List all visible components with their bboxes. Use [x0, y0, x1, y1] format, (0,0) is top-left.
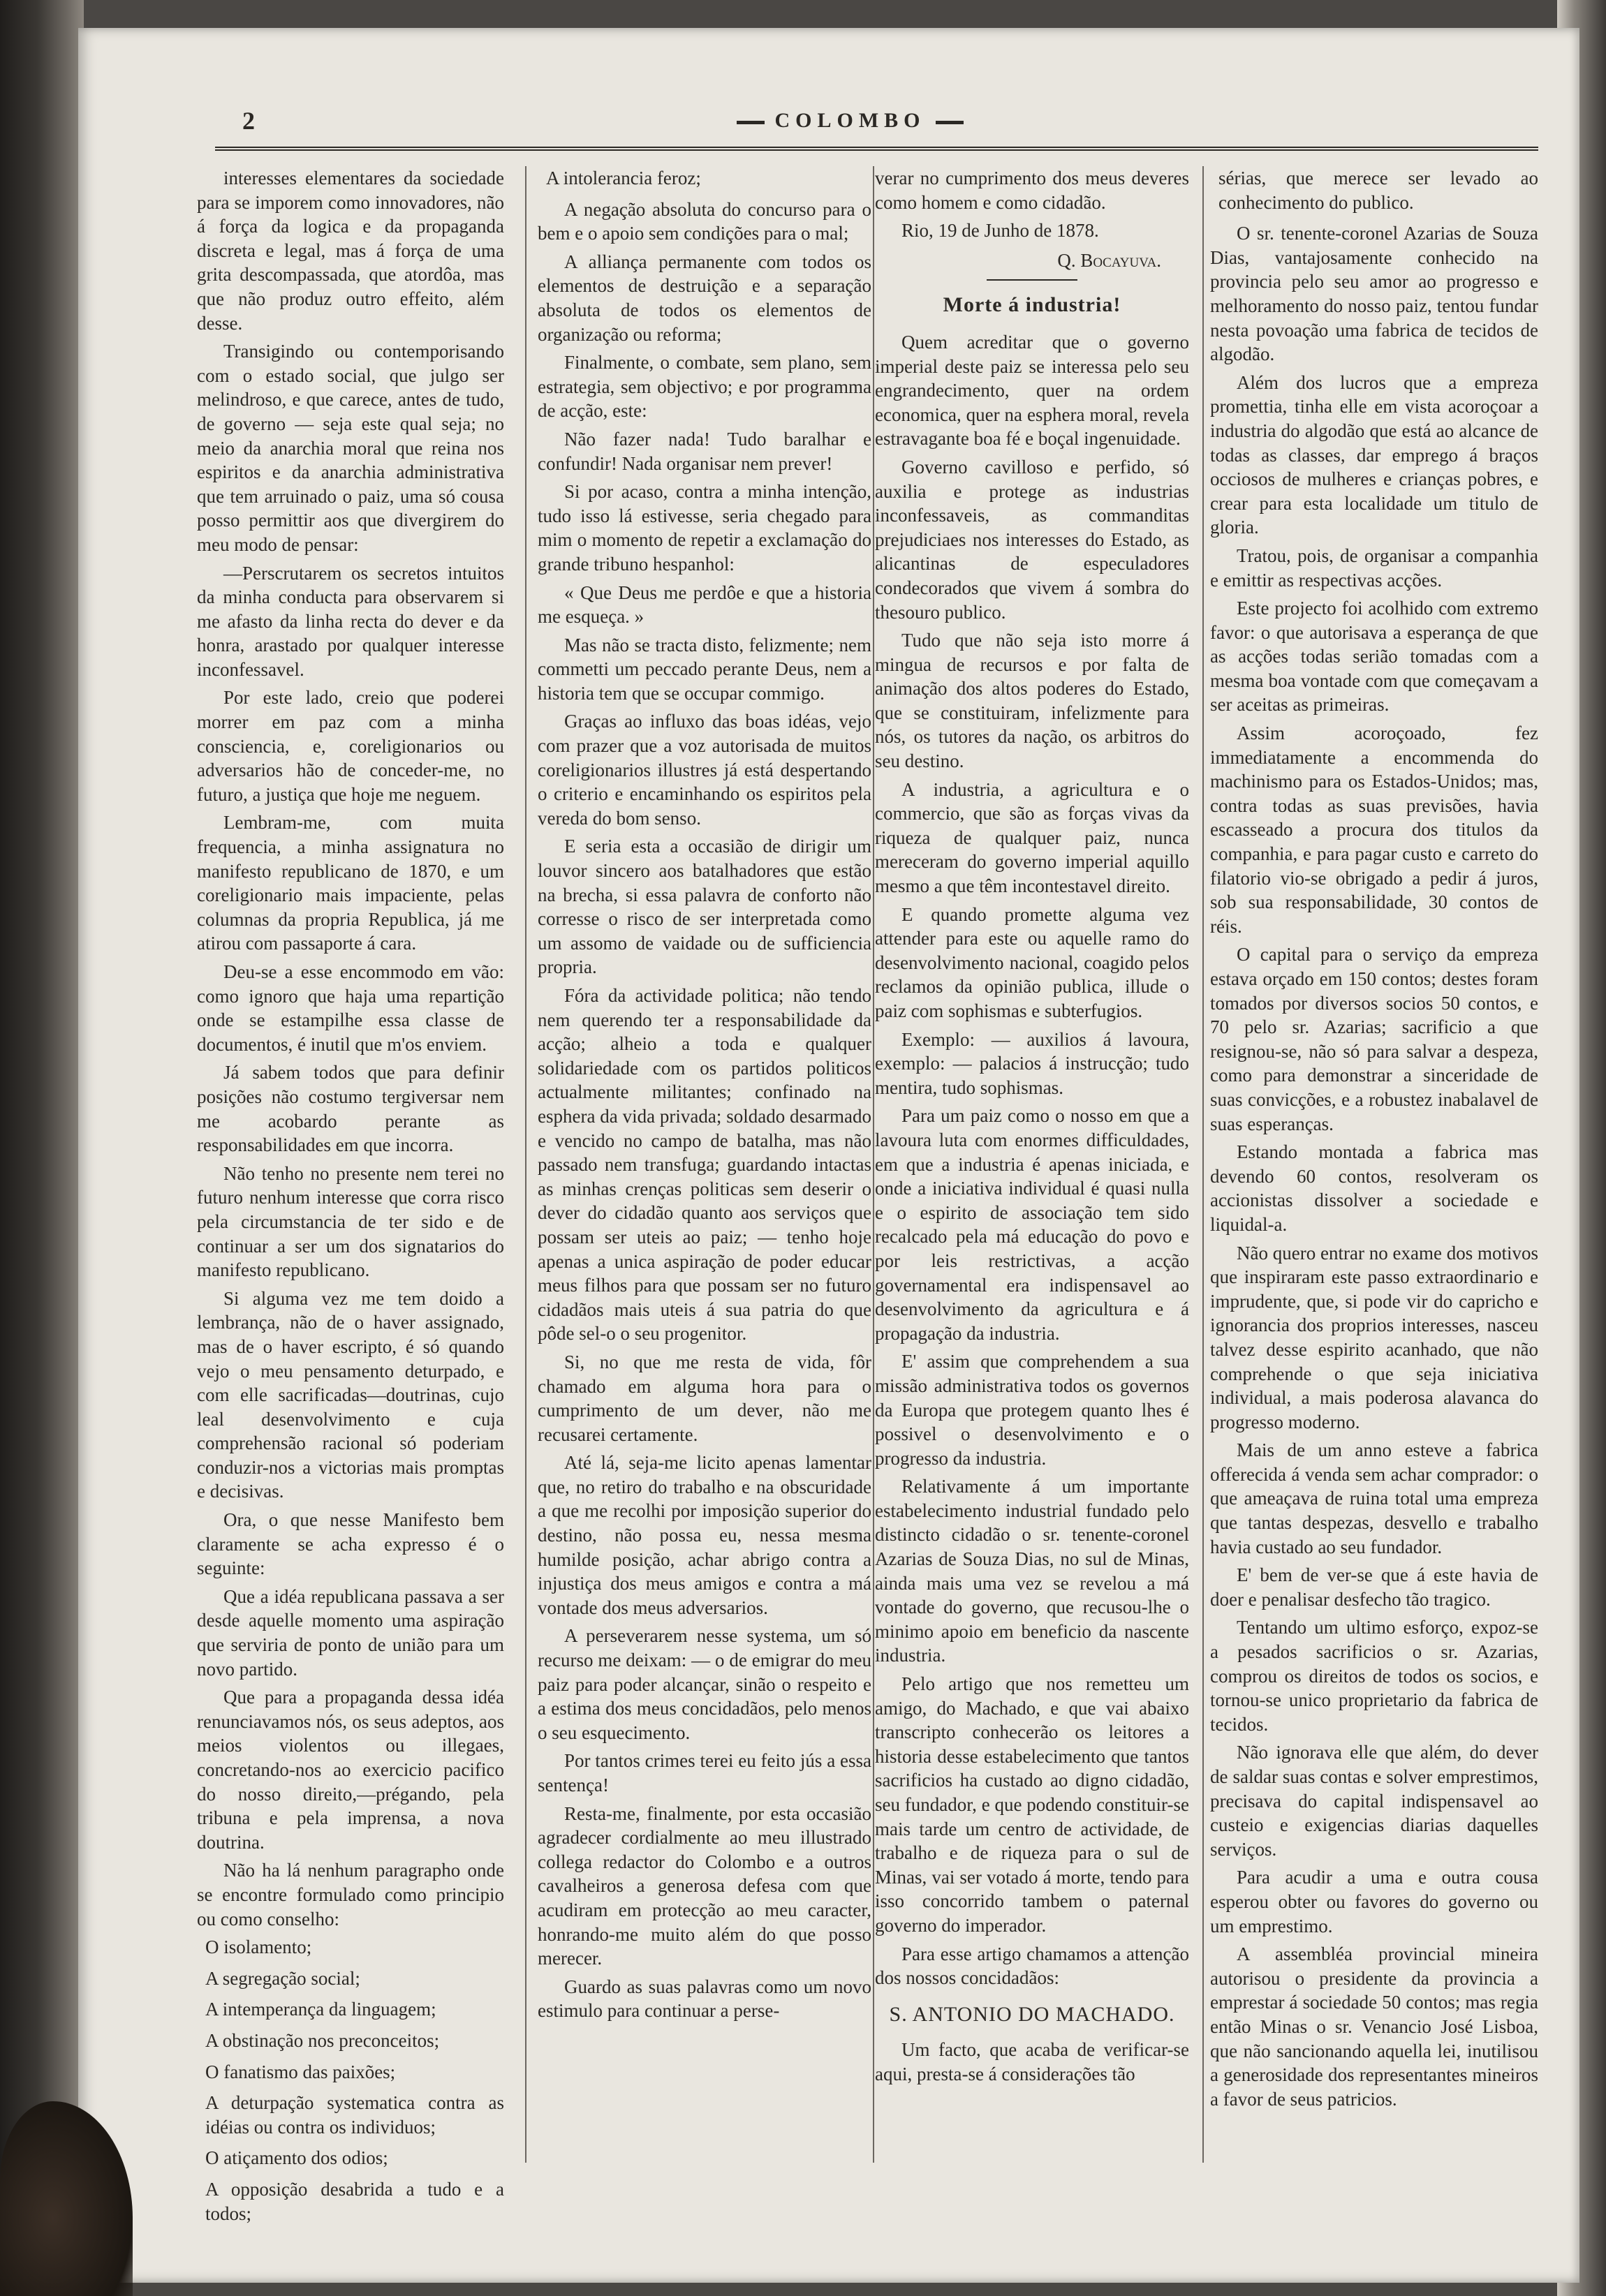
- article-subheading: S. ANTONIO DO MACHADO.: [889, 2002, 1175, 2026]
- column-divider: [873, 166, 874, 2163]
- paragraph: Pelo artigo que nos remetteu um amigo, do Machado, e que vai abaixo transcripto conhecerão os leitores a historia desse estabelecimento que tantos sacrificios ha custado ao digno cidadão, seu fundador, e que podendo constituir-se mais tarde um centro de actividade, de trabalho e de riqueza para o sul de Minas, vai ser votado á morte, tendo para isso concorrido tambem o paternal governo do imperador.: [875, 1673, 1189, 1936]
- paragraph: Não ignorava elle que além, do dever de saldar suas contas e solver emprestimos, precisava do capital indispensavel ao custeio e exigencias diarias daquelles serviços.: [1210, 1742, 1538, 1860]
- paragraph: Este projecto foi acolhido com extremo favor: o que autorisava a esperança de que as acções todas serião tomadas com a mesma boa vontade com que começavam a ser aceitas as primeiras.: [1210, 598, 1538, 716]
- paragraph: Até lá, seja-me licito apenas lamentar que, no retiro do trabalho e na obscuridade a que me recolhi por imposição superior do destino, não possa eu, nessa mesma humilde posição, achar abrigo contra a injustiça dos meus amigos e contra a má vontade dos meus adversarios.: [538, 1452, 871, 1618]
- paragraph: Além dos lucros que a empreza promettia, tinha elle em vista acoroçoar a industria do algodão que está ao alcance de todas as classes, dar emprego á braços occiosos de mulheres e crianças pobres, e crear para esta localidade um titulo de gloria.: [1210, 371, 1538, 538]
- article-column-3: [875, 166, 1189, 2163]
- paragraph: Relativamente á um importante estabelecimento industrial fundado pelo distincto cidadão o sr. tenente-coronel Azarias de Souza Dias, no sul de Minas, ainda mais uma vez se revelou a má vontade do governo, que recusou-lhe o minimo apoio em beneficio da nascente industria.: [875, 1476, 1189, 1666]
- masthead-title: COLOMBO: [774, 109, 926, 132]
- paragraph: E' assim que comprehendem a sua missão administrativa todos os governos da Europa que protegem quanto lhes é possivel o desenvolvimento e o progresso da industria.: [875, 1351, 1189, 1469]
- paragraph: Não quero entrar no exame dos motivos que inspiraram este passo extraordinario e imprudente, que, si pode vir do capricho e ignorancia dos proprios interesses, nasceu talvez desse espirito acanhado, que não comprehende o que seja iniciativa individual, a mais poderosa alavanca do progresso moderno.: [1210, 1242, 1538, 1432]
- paragraph: « Que Deus me perdôe e que a historia me esqueça. »: [538, 582, 871, 628]
- signature: Q. Bocayuva.: [1057, 249, 1161, 271]
- paragraph: Não tenho no presente nem terei no futuro nenhum interesse que corra risco pela circumstancia de ter sido e de continuar a ser um dos signatarios do manifesto republicano.: [197, 1162, 504, 1281]
- paragraph: A intemperança da linguagem;: [205, 1999, 436, 2020]
- paragraph: A obstinação nos preconceitos;: [205, 2029, 440, 2051]
- paragraph: A negação absoluta do concurso para o bem e o apoio sem condições para o mal;: [538, 198, 871, 244]
- paragraph: Não fazer nada! Tudo baralhar e confundir! Nada organisar nem prever!: [538, 428, 871, 474]
- paragraph: Mas não se tracta disto, felizmente; nem commetti um peccado perante Deus, nem a historia tem que se occupar commigo.: [538, 634, 871, 704]
- paragraph: Lembram-me, com muita frequencia, a minha assignatura no manifesto republicano de 1870, e um coreligionario mais impaciente, pelas columnas da propria Republica, já me atirou com passaporte á cara.: [197, 812, 504, 954]
- separator: [987, 279, 1077, 281]
- masthead: [164, 109, 1536, 133]
- column-divider: [525, 166, 526, 2163]
- paragraph: A perseverarem nesse systema, um só recurso me deixam: — o de emigrar do meu paiz para poder alcançar, sinão o respeito e a estima dos meus concidadãos, pelo menos o seu esquecimento.: [538, 1625, 871, 1743]
- paragraph: O capital para o serviço da empreza estava orçado em 150 contos; destes foram tomados por diversos socios 50 contos, e 70 pelo sr. Azarias; sacrificio a que resignou-se, não só para salvar a despeza, como para demonstrar a sinceridade de suas convicções, e a robustez inabalavel de suas esperanças.: [1210, 944, 1538, 1134]
- paragraph: Si, no que me resta de vida, fôr chamado em alguma hora para o cumprimento de um dever, não me recusarei certamente.: [538, 1351, 871, 1445]
- paragraph: Si por acaso, contra a minha intenção, tudo isso lá estivesse, seria chegado para mim o momento de repetir a exclamação do grande tribuno hespanhol:: [538, 481, 871, 575]
- paragraph: Já sabem todos que para definir posições não costumo tergiversar nem me acobardo perante as responsabilidades em que incorra.: [197, 1062, 504, 1156]
- paragraph: Mais de um anno esteve a fabrica offerecida á venda sem achar comprador: o que ameaçava de ruina total uma empreza que tantas despezas, desvello e trabalho havia custado ao seu fundador.: [1210, 1439, 1538, 1557]
- paragraph: Por este lado, creio que poderei morrer em paz com a minha consciencia, e, coreligionarios ou adversarios hão de conceder-me, no futuro, a justiça que hoje me neguem.: [197, 687, 504, 805]
- page-header: [164, 106, 1536, 148]
- paragraph: A assembléa provincial mineira autorisou o presidente da provincia a emprestar á sociedade 50 contos; mas regia então Minas o sr. Venancio José Lisboa, que não sancionando aquella lei, inutilisou a generosidade dos representantes mineiros a favor de seus patricios.: [1210, 1943, 1538, 2110]
- column-divider: [1202, 166, 1204, 2163]
- dateline: Rio, 19 de Junho de 1878.: [901, 220, 1099, 242]
- paragraph: E quando promette alguma vez attender para este ou aquelle ramo do desenvolvimento nacional, coagido pelos reclamos da opinião publica, illude o paiz com sophismas e subterfugios.: [875, 903, 1189, 1021]
- article-column-1: [197, 166, 504, 2224]
- paragraph: sérias, que merece ser levado ao conhecimento do publico.: [1218, 168, 1538, 213]
- paragraph: Governo cavilloso e perfido, só auxilia e protege as industrias inconfessaveis, as commanditas prejudiciaes nos interesses do Estado, as alicantinas de especuladores condecorados que vivem á sombra do thesouro publico.: [875, 456, 1189, 623]
- article-continuation: verar no cumprimento dos meus deveres como homem e como cidadão.: [875, 168, 1189, 213]
- paragraph: A deturpação systematica contra as idéias ou contra os individuos;: [205, 2092, 504, 2138]
- paragraph: —Perscrutarem os secretos intuitos da minha conducta para observarem si me afasto da linha recta do dever e da honra, arastado por qualquer interesse inconfessavel.: [197, 562, 504, 680]
- paragraph: O atiçamento dos odios;: [205, 2147, 388, 2169]
- paragraph: Quem acreditar que o governo imperial deste paiz se interessa pelo seu engrandecimento, quer na ordem economica, quer na esphera moral, revela estravagante boa fé e boçal ingenuidade.: [875, 331, 1189, 450]
- paragraph: O isolamento;: [205, 1936, 312, 1958]
- paragraph: A segregação social;: [205, 1967, 360, 1989]
- page-number: 2: [242, 107, 255, 135]
- article-body: [875, 330, 1189, 1990]
- paragraph: Exemplo: — auxilios á lavoura, exemplo: — palacios á instrucção; tudo mentira, tudo sophismas.: [875, 1028, 1189, 1098]
- paragraph: Assim acoroçoado, fez immediatamente a encommenda do machinismo para os Estados-Unidos; mas, contra todas as suas previsões, havia escasseado a procura dos titulos da companhia, e para pagar custo e carreto do filatorio vio-se obrigado a pedir á juros, sob sua responsabilidade, 30 contos de réis.: [1210, 723, 1538, 937]
- paragraph: A intolerancia feroz;: [546, 168, 701, 188]
- article-heading: Morte á industria!: [943, 293, 1121, 317]
- article-body: [875, 2038, 1189, 2086]
- paragraph: E seria esta a occasião de dirigir um louvor sincero aos batalhadores que estão na brecha, si essa palavra de conforto não corresse o risco de ser interpretada como um assomo de vaidade ou de sufficiencia propria.: [538, 836, 871, 978]
- paragraph: Tudo que não seja isto morre á mingua de recursos e por falta de animação dos altos poderes do Estado, que se constituiram, infelizmente para nós, os tutores da nação, os arbitros do seu destino.: [875, 630, 1189, 772]
- paragraph: Para um paiz como o nosso em que a lavoura luta com enormes difficuldades, em que a industria é apenas iniciada, e onde a iniciativa individual é quasi nulla e o espirito de associação tem sido recalcado pela má educação do povo e por leis restrictivas, a acção governamental era indispensavel ao desenvolvimento da agricultura e á propagação da industria.: [875, 1105, 1189, 1344]
- paragraph: A alliança permanente com todos os elementos de destruição e a separação absoluta de todos os elementos de organização ou reforma;: [538, 251, 871, 345]
- masthead-dash-right: [936, 121, 964, 124]
- paragraph: Resta-me, finalmente, por esta occasião agradecer cordialmente ao meu illustrado collega redactor do Colombo e a outros cavalheiros a generosa defesa com que acudiram em protecção ao meu caracter, honrando-me muito além do que posso merecer.: [538, 1802, 871, 1969]
- article-column-4: [1210, 166, 1538, 2163]
- paragraph: Transigindo ou contemporisando com o estado social, que julgo ser melindroso, e que carece, antes de tudo, de governo — seja este qual seja; no meio da anarchia moral que reina nos espiritos e da anarchia administrativa que tem arruinado o paiz, uma só cousa posso permittir aos que divergirem do meu modo de pensar:: [197, 341, 504, 555]
- paragraph: Um facto, que acaba de verificar-se aqui, presta-se á considerações tão: [875, 2039, 1189, 2084]
- paragraph: interesses elementares da sociedade para se imporem como innovadores, não á força da logica e da propaganda discreta e legal, mas á força de uma grita descompassada, que atordôa, mas que não produz outro effeito, além desse.: [197, 168, 504, 334]
- paragraph: Tentando um ultimo esforço, expoz-se a pesados sacrificios o sr. Azarias, comprou os direitos de todos os socios, e tornou-se unico proprietario da fabrica de tecidos.: [1210, 1617, 1538, 1735]
- paragraph: Para esse artigo chamamos a attenção dos nossos concidadãos:: [875, 1943, 1189, 1989]
- paragraph: Estando montada a fabrica mas devendo 60 contos, resolveram os accionistas dissolver a sociedade e liquidal-a.: [1210, 1141, 1538, 1235]
- article-column-2: [538, 166, 871, 2163]
- paragraph: Finalmente, o combate, sem plano, sem estrategia, sem objectivo; e por programma de acção, este:: [538, 352, 871, 422]
- paragraph: Graças ao influxo das boas idéas, vejo com prazer que a voz autorisada de muitos coreligionarios illustres já está despertando o criterio e encaminhando os espiritos pela vereda do bom senso.: [538, 711, 871, 829]
- paragraph: Que a idéa republicana passava a ser desde aquelle momento uma aspiração que serviria de ponto de união para um novo partido.: [197, 1585, 504, 1680]
- paragraph: Si alguma vez me tem doido a lembrança, não de o haver assignado, mas de o haver escripto, é só quando vejo o meu pensamento deturpado, e com elle sacrificadas—doutrinas, cujo leal desenvolvimento e cuja comprehensão racional só poderiam conduzir-nos a victorias mais promptas e decisivas.: [197, 1287, 504, 1502]
- paragraph: Não ha lá nenhum paragrapho onde se encontre formulado como principio ou como conselho:: [197, 1860, 504, 1930]
- paragraph: O sr. tenente-coronel Azarias de Souza Dias, vantajosamente conhecido na provincia pelo seu amor ao progresso e melhoramento do nosso paiz, tentou fundar nesta povoação uma fabrica de tecidos de algodão.: [1210, 223, 1538, 365]
- paragraph: Que para a propaganda dessa idéa renunciavamos nós, os seus adeptos, aos meios violentos ou illegaes, concretando-nos ao exercicio pacifico do nosso direito,—prégando, pela tribuna e pela imprensa, a nova doutrina.: [197, 1687, 504, 1853]
- paragraph: Por tantos crimes terei eu feito jús a essa sentença!: [538, 1750, 871, 1795]
- masthead-dash-left: [737, 121, 765, 124]
- paragraph: Deu-se a esse encommodo em vão: como ignoro que haja uma repartição onde se estampilhe essa classe de documentos, é inutil que m'os enviem.: [197, 961, 504, 1055]
- paragraph: A opposição desabrida a tudo e a todos;: [205, 2178, 504, 2224]
- paragraph: Para acudir a uma e outra cousa esperou obter ou favores do governo ou um emprestimo.: [1210, 1867, 1538, 1936]
- paragraph: Fóra da actividade politica; não tendo nem querendo ter a responsabilidade da acção; alheio a toda e qualquer solidariedade com os partidos politicos actualmente militantes; confinado na esphera da vida privada; soldado desarmado e vencido no campo de batalha, mas não passado nem transfuga; guardando intactas as minhas crenças politicas sem deserir o dever do cidadão quanto aos serviços que possam ser uteis ao paiz; — tenho hoje apenas a unica aspiração de poder educar meus filhos para que possam ser no futuro cidadãos mais uteis á sua patria do que pôde sel-o o seu progenitor.: [538, 985, 871, 1345]
- paragraph: Ora, o que nesse Manifesto bem claramente se acha expresso é o seguinte:: [197, 1509, 504, 1579]
- paragraph: E' bem de ver-se que á este havia de doer e penalisar desfecho tão tragico.: [1210, 1564, 1538, 1610]
- paragraph: A industria, a agricultura e o commercio, que são as forças vivas da riqueza de qualquer paiz, nunca mereceram do governo imperial aquillo mesmo a que têm incontestavel direito.: [875, 778, 1189, 897]
- header-rule: [215, 147, 1538, 151]
- paragraph: O fanatismo das paixões;: [205, 2061, 396, 2082]
- paragraph: Tratou, pois, de organisar a companhia e emittir as respectivas acções.: [1210, 545, 1538, 591]
- book-binding: [0, 0, 84, 2296]
- paragraph: Guardo as suas palavras como um novo estimulo para continuar a perse-: [538, 1976, 871, 2022]
